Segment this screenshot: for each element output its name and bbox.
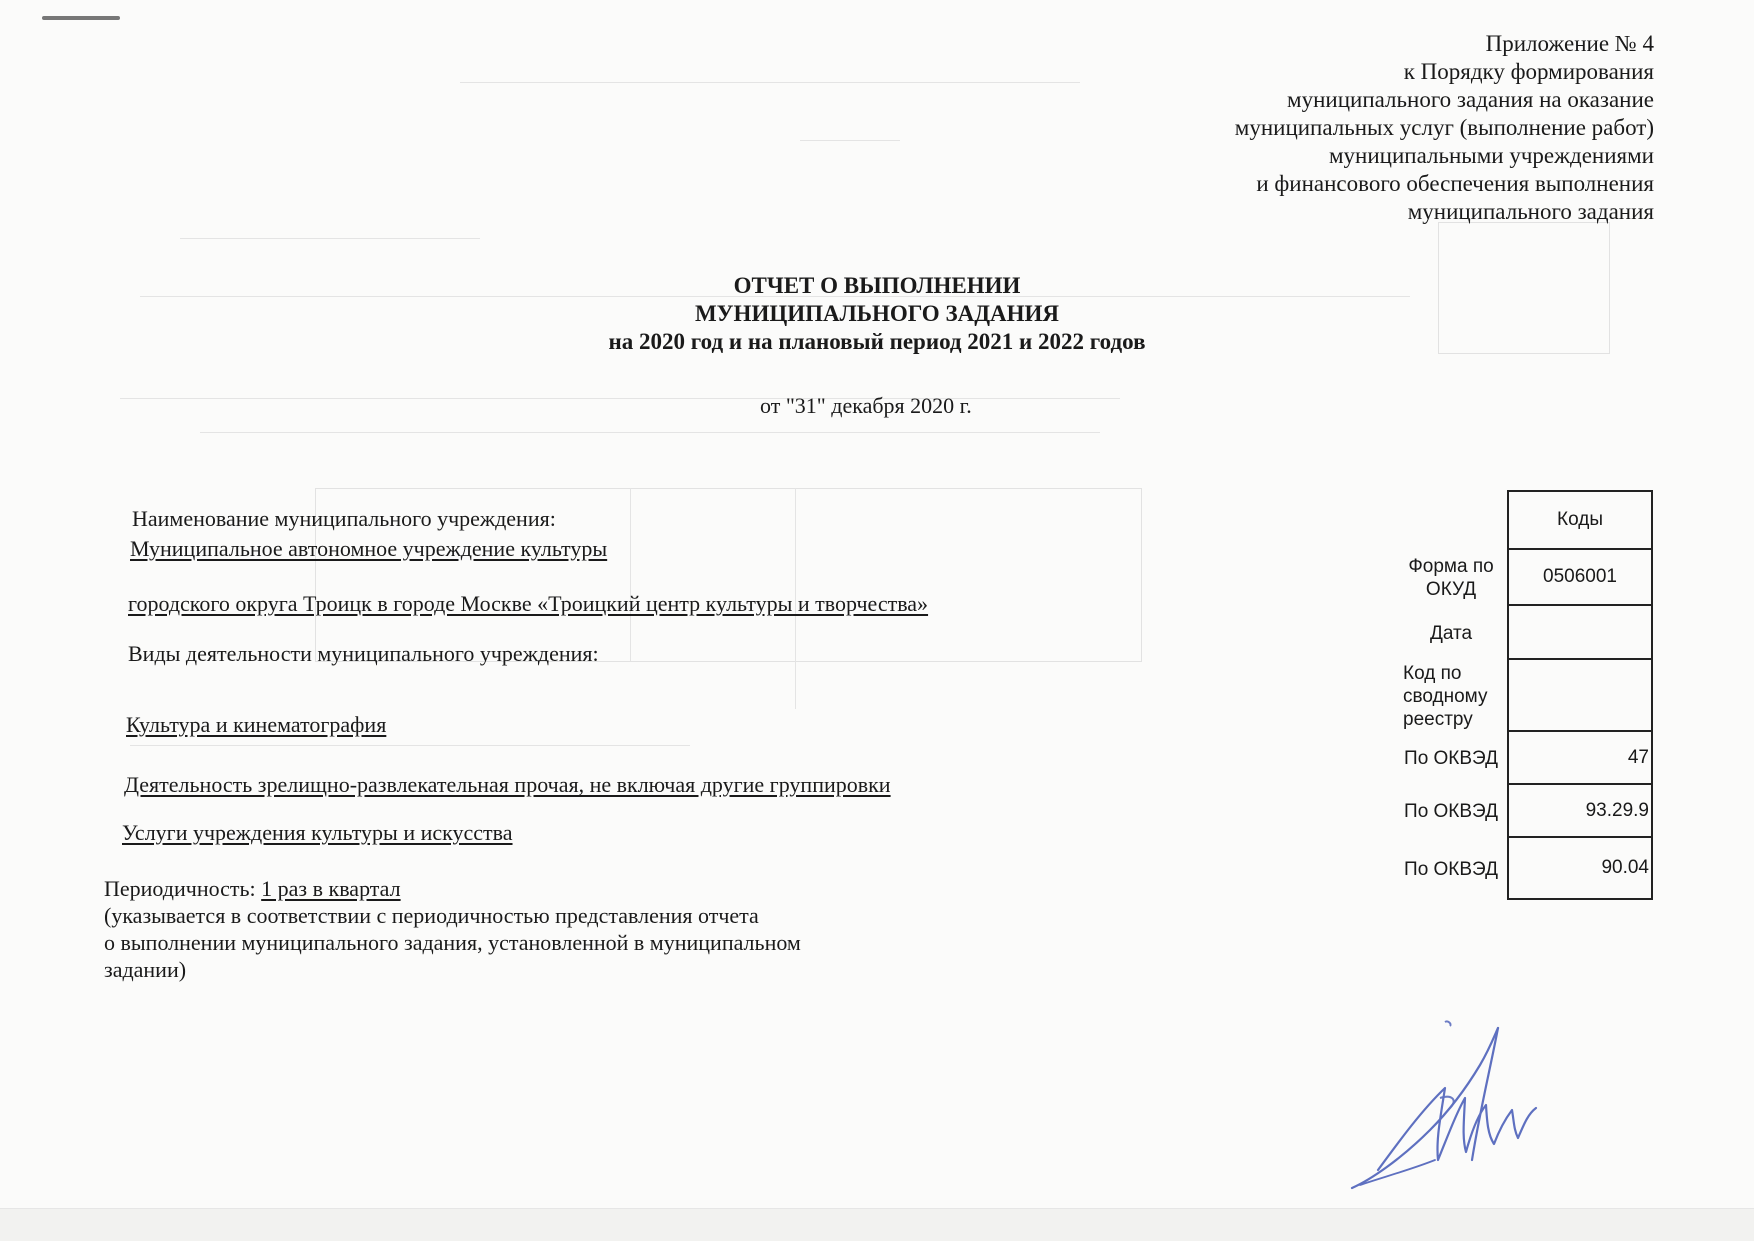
codes-row-label: Дата xyxy=(1429,622,1473,644)
appendix-line: муниципальными учреждениями xyxy=(1329,143,1654,168)
codes-header: Коды xyxy=(1507,490,1653,550)
codes-row-value xyxy=(1507,606,1653,660)
codes-row xyxy=(1395,550,1657,606)
codes-row-value: 0506001 xyxy=(1507,550,1653,606)
codes-row-label: Форма по ОКУД xyxy=(1408,556,1494,600)
activity-item: Услуги учреждения культуры и искусства xyxy=(122,820,513,845)
codes-row-label: По ОКВЭД xyxy=(1404,858,1498,880)
document-title-line2: МУНИЦИПАЛЬНОГО ЗАДАНИЯ xyxy=(694,301,1060,326)
codes-header-row xyxy=(1395,490,1657,550)
appendix-line: к Порядку формирования xyxy=(1403,59,1654,84)
report-date: от "31" декабря 2020 г. xyxy=(760,393,972,418)
handwritten-signature xyxy=(1340,1010,1570,1200)
appendix-line: муниципального задания xyxy=(1407,199,1654,224)
appendix-line: Приложение № 4 xyxy=(1485,31,1654,56)
page-bottom-edge xyxy=(0,1208,1754,1241)
codes-row-label: По ОКВЭД xyxy=(1404,801,1498,822)
codes-row-value: 47 xyxy=(1507,732,1653,785)
codes-row xyxy=(1395,785,1657,838)
activity-item: Культура и кинематография xyxy=(126,712,387,737)
codes-row xyxy=(1395,838,1657,900)
appendix-line: муниципальных услуг (выполнение работ) xyxy=(1234,115,1654,140)
codes-row-label: Код по сводному реестру xyxy=(1403,662,1488,730)
appendix-line: и финансового обеспечения выполнения xyxy=(1256,171,1654,196)
institution-label: Наименование муниципального учреждения: xyxy=(132,506,556,531)
periodicity-label: Периодичность: xyxy=(104,876,262,901)
activities-label: Виды деятельности муниципального учреждения: xyxy=(128,641,599,666)
codes-row xyxy=(1395,606,1657,660)
codes-row-label: По ОКВЭД xyxy=(1404,748,1498,769)
appendix-line: муниципального задания на оказание xyxy=(1287,87,1654,112)
institution-name-line2: городского округа Троицк в городе Москве «Троицкий центр культуры и творчества» xyxy=(128,591,929,616)
institution-name-line1: Муниципальное автономное учреждение культуры xyxy=(130,536,608,561)
periodicity-note-line1: (указывается в соответствии с периодичностью представления отчета xyxy=(104,903,759,928)
codes-row xyxy=(1395,732,1657,785)
activity-item: Деятельность зрелищно-развлекательная прочая, не включая другие группировки xyxy=(124,772,891,797)
codes-row xyxy=(1395,660,1657,732)
periodicity xyxy=(104,875,401,902)
codes-row-value xyxy=(1507,660,1653,732)
codes-row-value: 93.29.9 xyxy=(1507,785,1653,838)
document-title-line3: на 2020 год и на плановый период 2021 и 2022 годов xyxy=(608,329,1146,354)
codes-row-value: 90.04 xyxy=(1507,838,1653,900)
periodicity-value: 1 раз в квартал xyxy=(261,876,401,901)
periodicity-note-line2: о выполнении муниципального задания, установленной в муниципальном xyxy=(104,930,801,955)
codes-table xyxy=(1395,490,1657,900)
document-title-line1: ОТЧЕТ О ВЫПОЛНЕНИИ xyxy=(733,273,1021,298)
scan-artifact xyxy=(42,16,120,20)
appendix-header xyxy=(1134,30,1654,226)
periodicity-note-line3: задании) xyxy=(104,957,187,982)
